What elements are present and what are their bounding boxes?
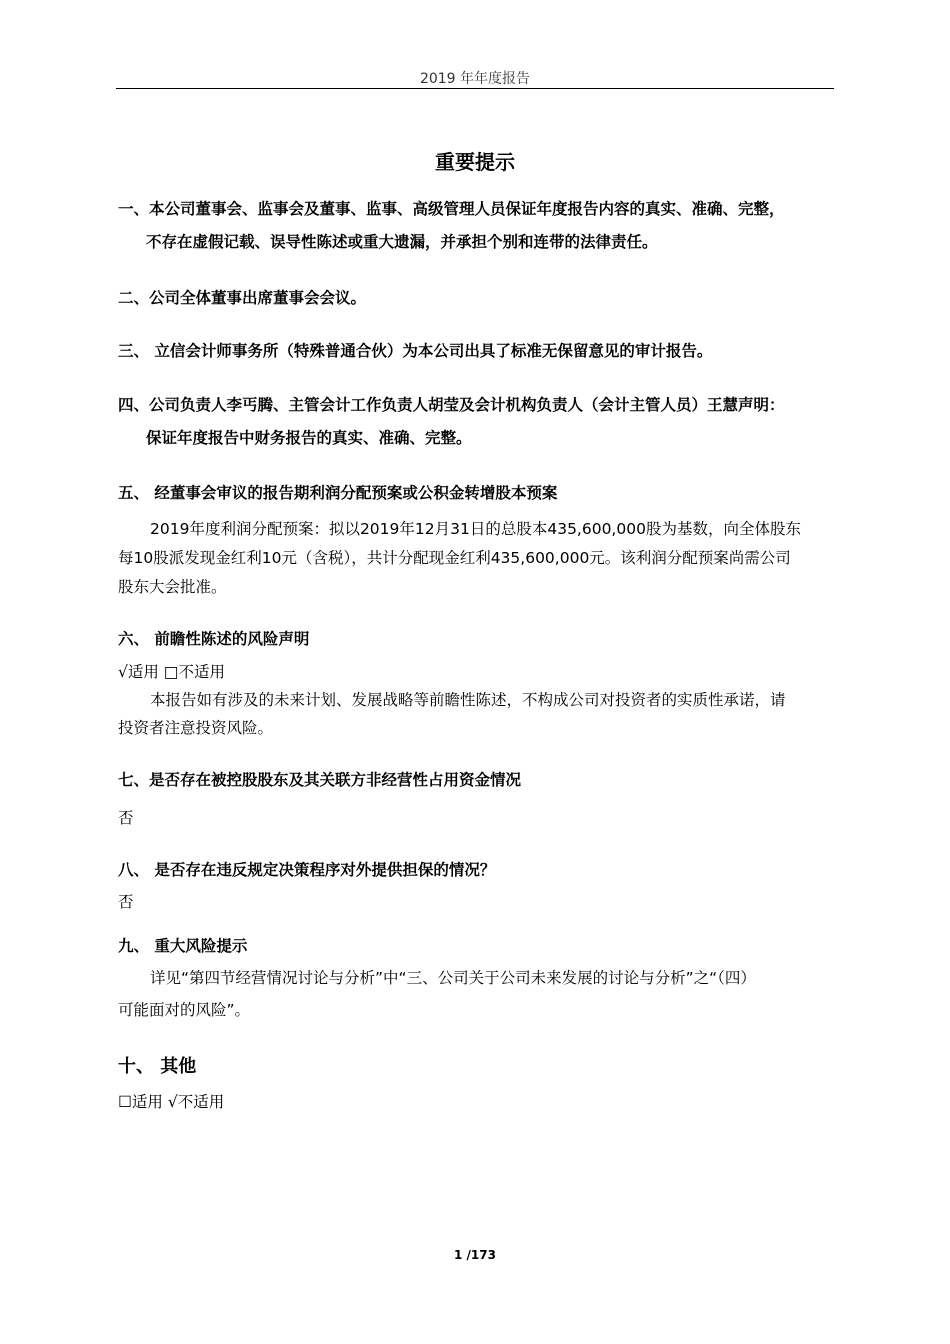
section-4-line-2: 保证年度报告中财务报告的真实、准确、完整。 [146,429,472,447]
section-6-para-line-2: 投资者注意投资风险。 [118,719,274,737]
section-6-options: √适用 □不适用 [118,663,225,681]
header-rule [116,88,834,89]
section-2: 二、公司全体董事出席董事会会议。 [118,289,367,307]
section-1-line-1: 一、本公司董事会、监事会及董事、监事、高级管理人员保证年度报告内容的真实、准确、完整， [118,200,785,218]
section-10-options: ☐适用 √不适用 [118,1093,225,1111]
section-8-answer: 否 [118,893,134,911]
section-4-line-1: 四、公司负责人李丐腾、主管会计工作负责人胡莹及会计机构负责人（会计主管人员）王慧声明： [118,396,785,414]
page-number: 1 /173 [454,1248,496,1262]
section-5-para-line-3: 股东大会批准。 [118,578,227,596]
section-1-line-2: 不存在虚假记载、误导性陈述或重大遗漏，并承担个别和连带的法律责任。 [146,233,658,251]
section-6-para-line-1: 本报告如有涉及的未来计划、发展战略等前瞻性陈述，不构成公司对投资者的实质性承诺，请 [150,691,786,709]
section-6-heading: 六、 前瞻性陈述的风险声明 [118,630,310,648]
section-5-heading: 五、 经董事会审议的报告期利润分配预案或公积金转增股本预案 [118,484,558,502]
section-9-para-line-2: 可能面对的风险”。 [118,1001,251,1019]
section-9-heading: 九、 重大风险提示 [118,937,248,955]
section-9-para-line-1: 详见“第四节经营情况讨论与分析”中“三、公司关于公司未来发展的讨论与分析”之“（四） [150,969,756,987]
section-7-answer: 否 [118,809,134,827]
section-3: 三、 立信会计师事务所（特殊普通合伙）为本公司出具了标准无保留意见的审计报告。 [118,342,713,360]
section-8-heading: 八、 是否存在违反规定决策程序对外提供担保的情况？ [118,861,496,879]
section-10-heading: 十、 其他 [118,1056,197,1077]
page-title: 重要提示 [435,150,515,174]
section-7-heading: 七、是否存在被控股股东及其关联方非经营性占用资金情况 [118,771,522,789]
section-5-para-line-1: 2019年度利润分配预案：拟以2019年12月31日的总股本435,600,000股为基数，向全体股东 [150,520,801,538]
header-title: 2019 年年度报告 [419,71,531,87]
section-5-para-line-2: 每10股派发现金红利10元（含税），共计分配现金红利435,600,000元。该利润分配预案尚需公司 [118,549,791,567]
